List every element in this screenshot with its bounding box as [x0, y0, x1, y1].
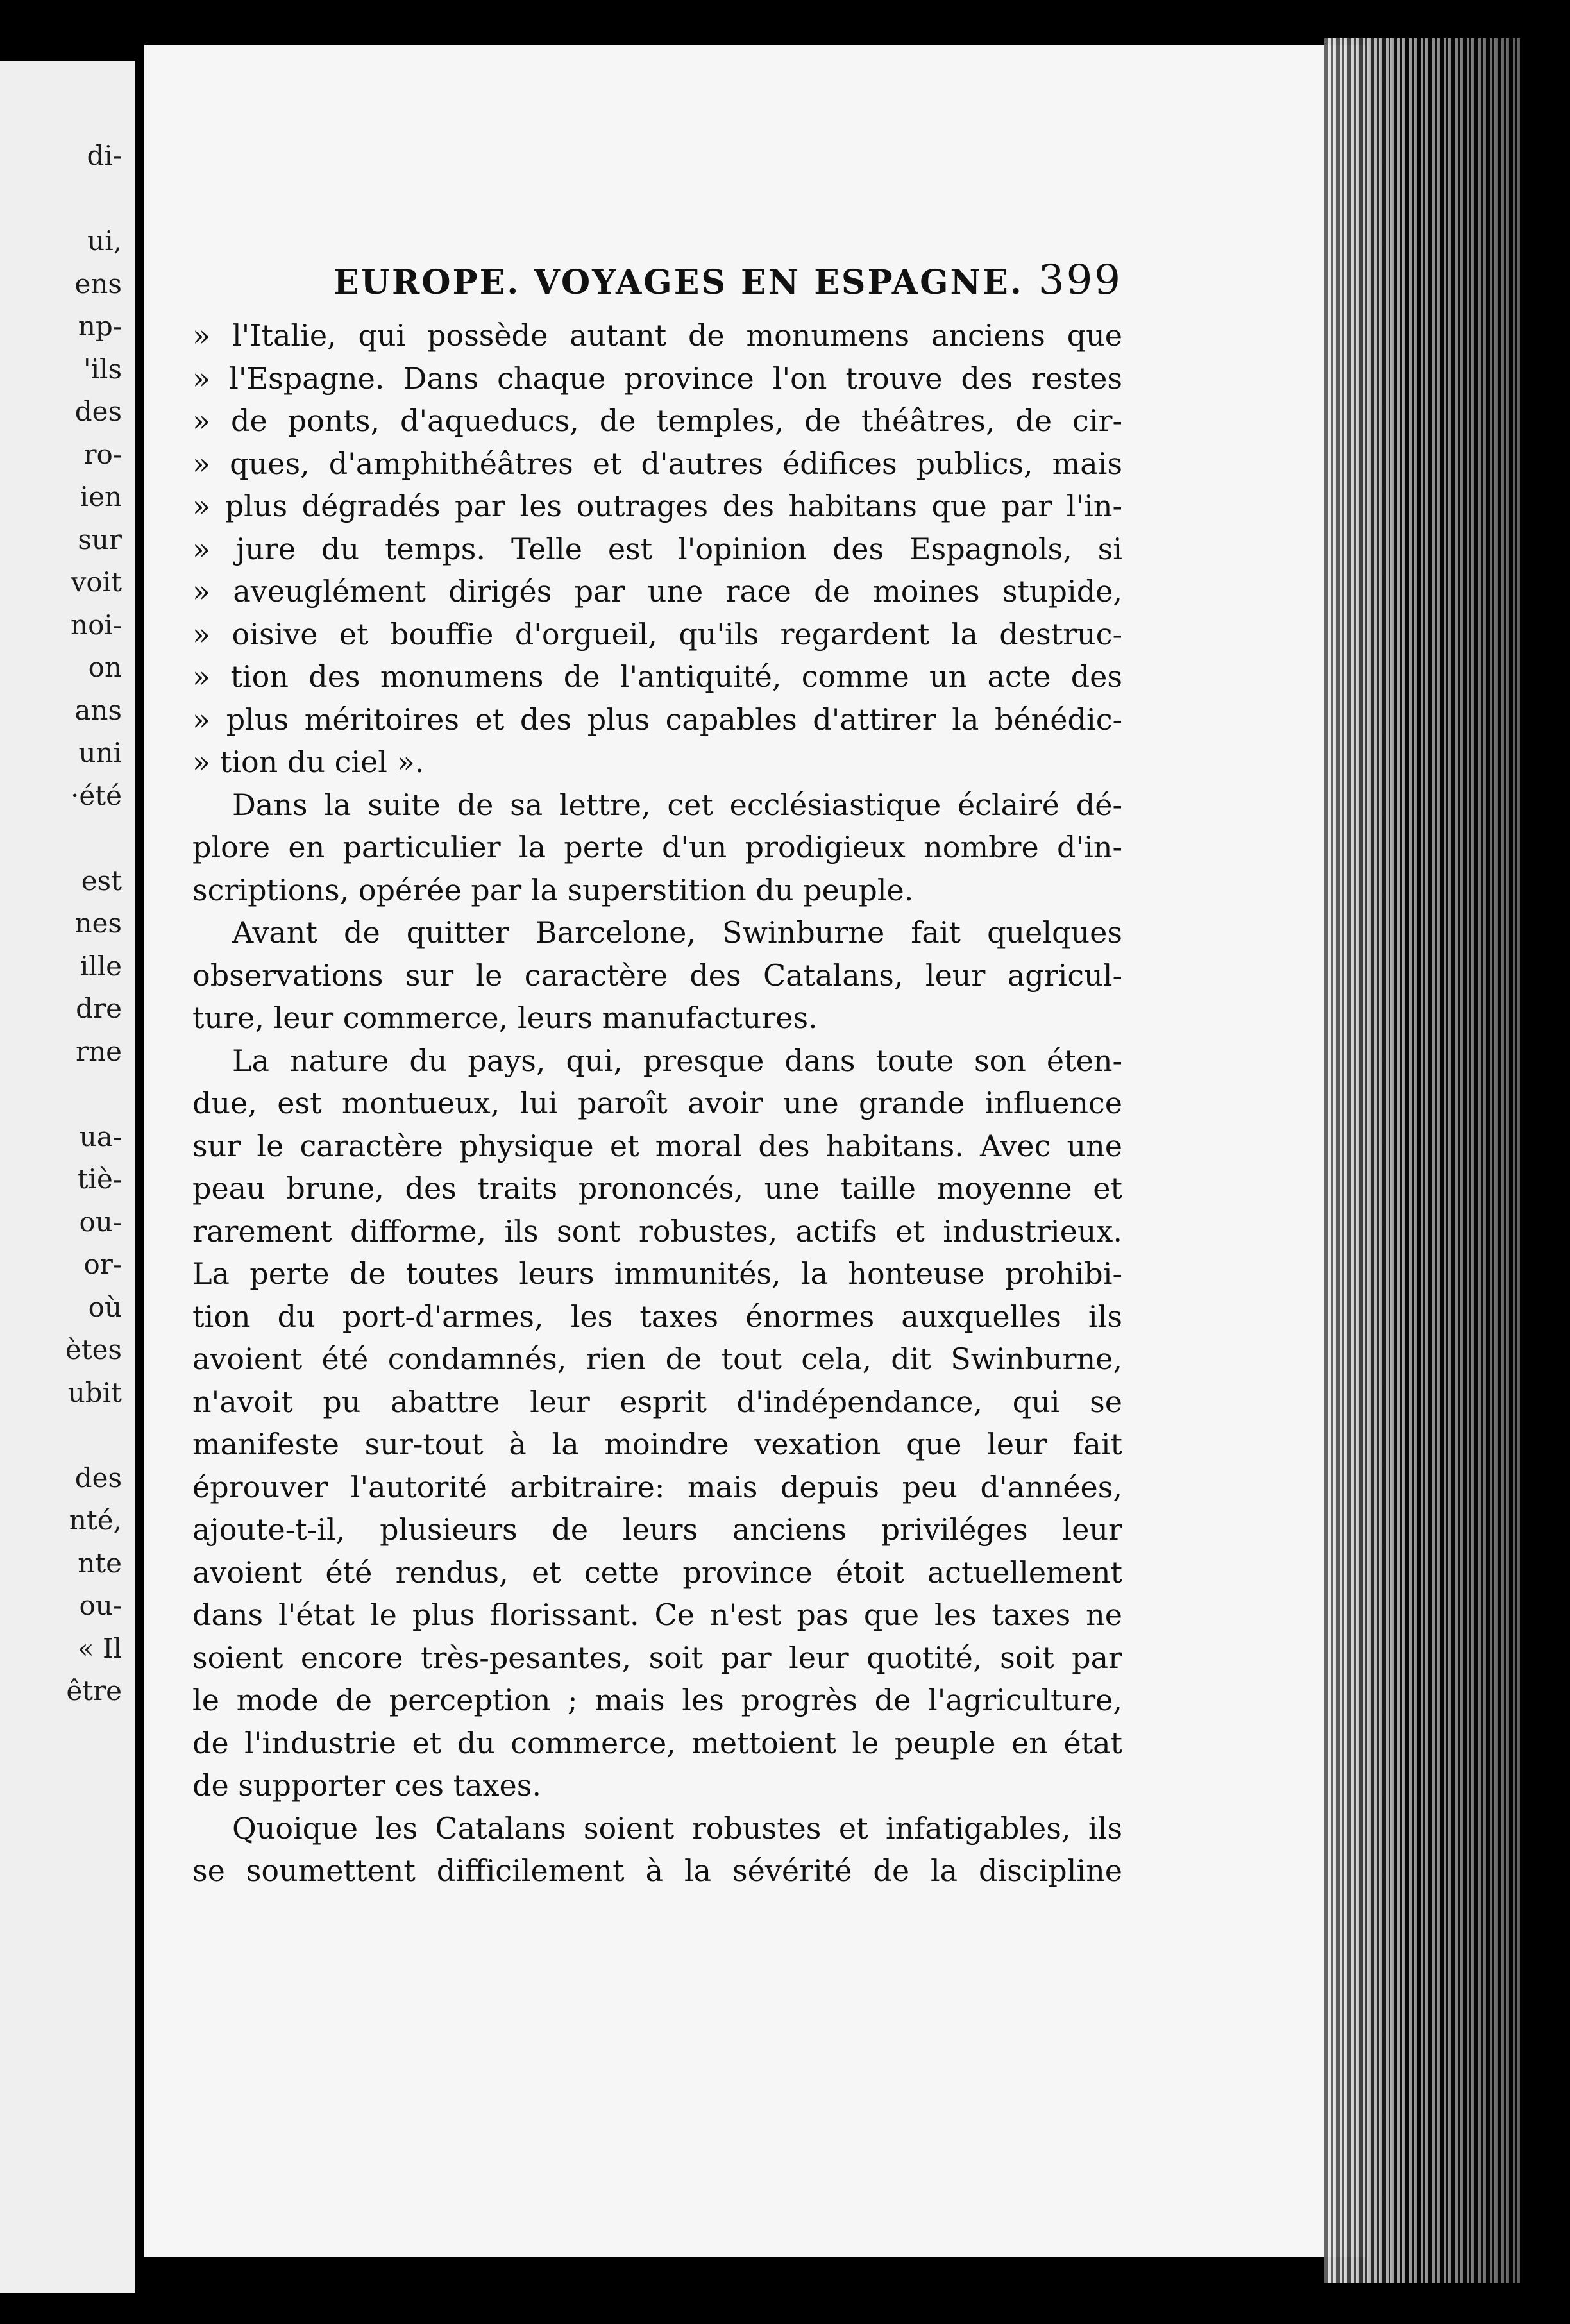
- text-line: éprouver l'autorité arbitraire: mais depuis peu d'années,: [192, 1469, 1122, 1504]
- text-line: » plus méritoires et des plus capables d'attirer la bénédic-: [192, 702, 1122, 737]
- left-page-fragment: des: [74, 1461, 122, 1494]
- left-page-fragment: des: [74, 396, 122, 427]
- text-line: » tion des monumens de l'antiquité, comme un acte des: [192, 659, 1122, 694]
- left-page-fragment: nte: [78, 1547, 122, 1579]
- page-edges-shadow: [1324, 38, 1520, 2283]
- text-line: due, est montueux, lui paroît avoir une grande influence: [192, 1086, 1122, 1120]
- text-line: tion du port-d'armes, les taxes énormes auxquelles ils: [192, 1299, 1122, 1334]
- left-page-fragment: or-: [83, 1249, 122, 1280]
- text-line: peau brune, des traits prononcés, une taille moyenne et: [192, 1171, 1122, 1206]
- text-line: scriptions, opérée par la superstition du peuple.: [192, 872, 914, 907]
- left-page-fragment: np-: [78, 310, 122, 342]
- text-line: se soumettent difficilement à la sévérité de la discipline: [192, 1853, 1122, 1888]
- previous-page-strip: [0, 61, 135, 2293]
- left-page-fragment: ien: [80, 481, 122, 512]
- left-page-fragment: ua-: [79, 1120, 122, 1152]
- left-page-fragment: ans: [74, 694, 122, 726]
- text-line: » oisive et bouffie d'orgueil, qu'ils regardent la destruc-: [192, 616, 1122, 652]
- text-line: le mode de perception ; mais les progrès de l'agriculture,: [192, 1683, 1122, 1717]
- text-line: de supporter ces taxes.: [192, 1768, 541, 1803]
- text-line: soient encore très-pesantes, soit par leur quotité, soit par: [192, 1640, 1122, 1675]
- left-page-fragment: ou-: [79, 1206, 122, 1238]
- text-line: ture, leur commerce, leurs manufactures.: [192, 1000, 818, 1035]
- left-page-fragment: uni: [78, 737, 122, 768]
- text-line: » l'Espagne. Dans chaque province l'on trouve des restes: [192, 360, 1122, 396]
- text-line: Avant de quitter Barcelone, Swinburne fait quelques: [232, 915, 1122, 950]
- text-line: » plus dégradés par les outrages des habitans que par l'in-: [192, 489, 1122, 523]
- left-page-fragment: voit: [71, 566, 122, 598]
- text-line: Dans la suite de sa lettre, cet ecclésiastique éclairé dé-: [232, 787, 1122, 822]
- left-page-fragment: ro-: [83, 438, 122, 470]
- left-page-fragment: nté,: [69, 1504, 122, 1536]
- text-line: n'avoit pu abattre leur esprit d'indépendance, qui se: [192, 1384, 1122, 1419]
- text-line: » jure du temps. Telle est l'opinion des Espagnols, si: [192, 531, 1122, 566]
- text-line: rarement difforme, ils sont robustes, actifs et industrieux.: [192, 1213, 1122, 1249]
- left-page-fragment: est: [81, 864, 122, 897]
- left-page-fragment: ·été: [71, 779, 122, 811]
- text-line: manifeste sur-tout à la moindre vexation que leur fait: [192, 1427, 1122, 1461]
- text-line: dans l'état le plus florissant. Ce n'est pas que les taxes ne: [192, 1597, 1122, 1632]
- text-line: » de ponts, d'aqueducs, de temples, de théâtres, de cir-: [192, 403, 1122, 438]
- left-page-fragment: ille: [80, 950, 122, 982]
- text-line: » l'Italie, qui possède autant de monumens anciens que: [192, 318, 1122, 353]
- left-page-fragment: tiè-: [77, 1163, 122, 1195]
- left-page-fragment: 'ils: [83, 353, 122, 385]
- text-line: Quoique les Catalans soient robustes et infatigables, ils: [232, 1810, 1122, 1846]
- left-page-fragment: où: [88, 1291, 122, 1323]
- left-page-fragment: rne: [76, 1035, 122, 1067]
- body-text: [192, 314, 1122, 1892]
- text-line: sur le caractère physique et moral des habitans. Avec une: [192, 1128, 1122, 1163]
- text-line: La perte de toutes leurs immunités, la honteuse prohibi-: [192, 1256, 1122, 1291]
- left-page-fragment: ubit: [67, 1376, 122, 1408]
- left-page-fragment: ens: [74, 267, 122, 299]
- left-page-fragment: « Il: [77, 1632, 122, 1664]
- text-line: observations sur le caractère des Catalans, leur agricul-: [192, 957, 1122, 993]
- text-line: » tion du ciel ».: [192, 745, 425, 779]
- left-page-fragment: noi-: [71, 609, 122, 641]
- left-page-fragment: ou-: [79, 1590, 122, 1621]
- text-line: avoient été condamnés, rien de tout cela, dit Swinburne,: [192, 1342, 1122, 1376]
- left-page-fragment: nes: [74, 907, 122, 939]
- left-page-fragment: di-: [87, 140, 122, 171]
- text-line: avoient été rendus, et cette province étoit actuellement: [192, 1554, 1122, 1590]
- left-page-fragment: ètes: [65, 1334, 122, 1365]
- text-line: La nature du pays, qui, presque dans toute son éten-: [232, 1043, 1122, 1078]
- text-line: plore en particulier la perte d'un prodigieux nombre d'in-: [192, 830, 1122, 864]
- text-line: ajoute-t-il, plusieurs de leurs anciens priviléges leur: [192, 1512, 1122, 1547]
- left-page-fragment: dre: [76, 993, 122, 1024]
- text-line: » aveuglément dirigés par une race de moines stupide,: [192, 574, 1122, 609]
- left-page-fragment: sur: [78, 523, 122, 555]
- page-number: 399: [1038, 257, 1122, 304]
- running-title: EUROPE. VOYAGES EN ESPAGNE.: [333, 263, 1024, 302]
- text-line: » ques, d'amphithéâtres et d'autres édifices publics, mais: [192, 446, 1122, 481]
- text-line: de l'industrie et du commerce, mettoient le peuple en état: [192, 1725, 1122, 1760]
- left-page-fragment: on: [88, 652, 122, 683]
- left-page-fragment: être: [66, 1675, 122, 1706]
- left-page-fragment: ui,: [87, 225, 122, 257]
- running-header: [192, 257, 1122, 314]
